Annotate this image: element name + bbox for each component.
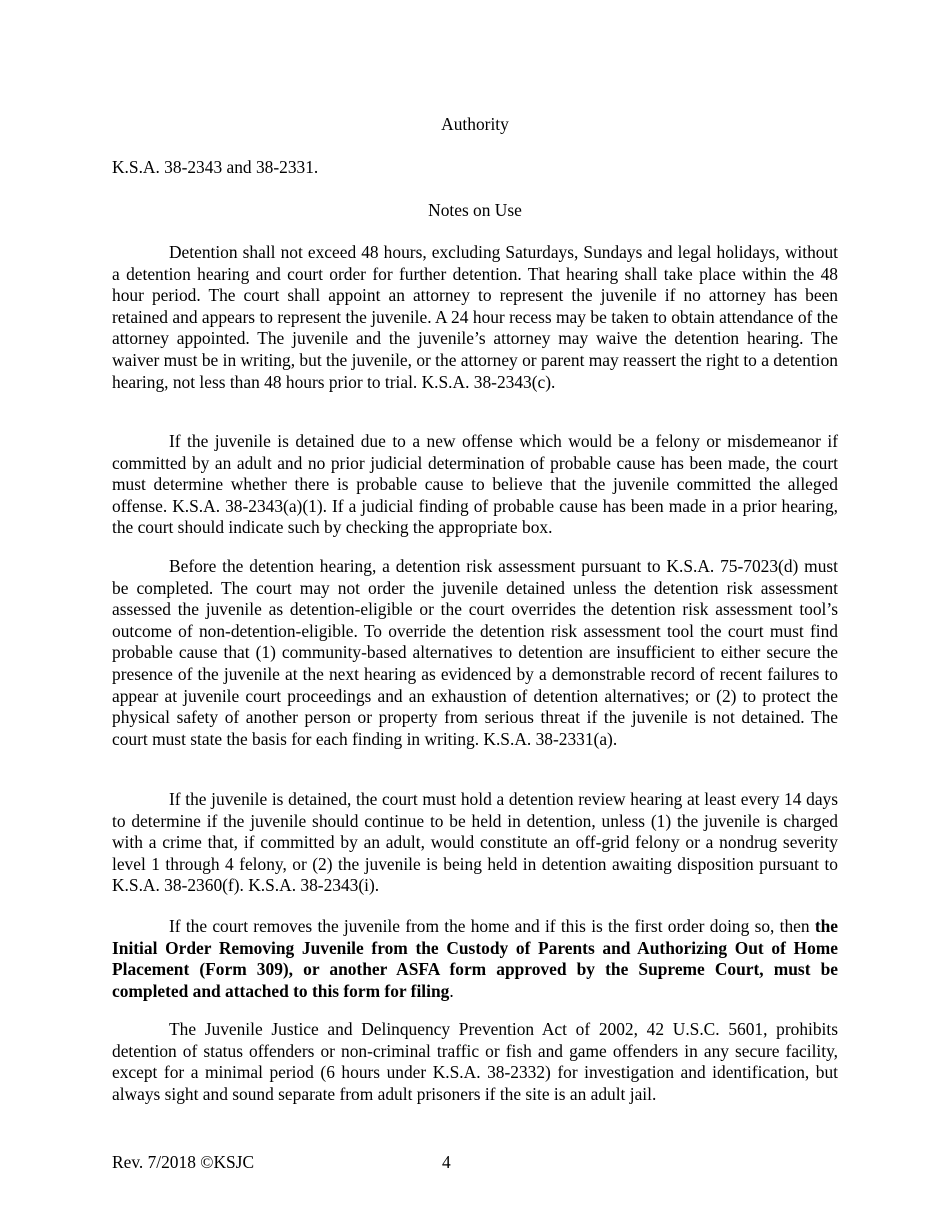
notes-paragraph-5 <box>112 916 838 1002</box>
notes-on-use-heading: Notes on Use <box>428 200 522 220</box>
footer-revision: Rev. 7/2018 ©KSJC <box>112 1152 255 1172</box>
form-309-requirement: the Initial Order Removing Juvenile from the Custody of Parents and Authorizing Out of Home Placement (Form 309), or another ASFA form approved by the Supreme Court, must be completed and attached to this form for filing <box>112 916 838 1001</box>
notes-paragraph-1: Detention shall not exceed 48 hours, excluding Saturdays, Sundays and legal holidays, without a detention hearing and court order for further detention. That hearing shall take place within the 48 hour period. The court shall appoint an attorney to represent the juvenile if no attorney has been retained and appears to represent the juvenile. A 24 hour recess may be taken to obtain attendance of the attorney appointed. The juvenile and the juvenile’s attorney may waive the detention hearing. The waiver must be in writing, but the juvenile, or the attorney or parent may reassert the right to a detention hearing, not less than 48 hours prior to trial. K.S.A. 38-2343(c). <box>112 242 838 392</box>
document-page <box>112 0 838 1230</box>
notes-paragraph-2: If the juvenile is detained due to a new offense which would be a felony or misdemeanor if committed by an adult and no prior judicial determination of probable cause has been made, the court must determine whether there is probable cause to believe that the juvenile committed the alleged offense. K.S.A. 38-2343(a)(1). If a judicial finding of probable cause has been made in a prior hearing, the court should indicate such by checking the appropriate box. <box>112 431 838 538</box>
page-number: 4 <box>442 1152 451 1172</box>
authority-citation: K.S.A. 38-2343 and 38-2331. <box>112 157 319 177</box>
authority-heading: Authority <box>441 114 509 134</box>
notes-paragraph-3: Before the detention hearing, a detention risk assessment pursuant to K.S.A. 75-7023(d) must be completed. The court may not order the juvenile detained unless the detention risk assessment assessed the juvenile as detention-eligible or the court overrides the detention risk assessment tool’s outcome of non-detention-eligible. To override the detention risk assessment tool the court must find probable cause that (1) community-based alternatives to detention are insufficient to either secure the presence of the juvenile at the next hearing as evidenced by a demonstrable record of recent failures to appear at juvenile court proceedings and an exhaustion of detention alternatives; or (2) to protect the physical safety of another person or property from serious threat if the juvenile is not detained. The court must state the basis for each finding in writing. K.S.A. 38-2331(a). <box>112 556 838 749</box>
paragraph-5-end: . <box>449 980 454 1001</box>
notes-paragraph-4: If the juvenile is detained, the court must hold a detention review hearing at least every 14 days to determine if the juvenile should continue to be held in detention, unless (1) the juvenile is charged with a crime that, if committed by an adult, would constitute an off-grid felony or a nondrug severity level 1 through 4 felony, or (2) the juvenile is being held in detention awaiting disposition pursuant to K.S.A. 38-2360(f). K.S.A. 38-2343(i). <box>112 789 838 896</box>
notes-paragraph-6: The Juvenile Justice and Delinquency Prevention Act of 2002, 42 U.S.C. 5601, prohibits detention of status offenders or non-criminal traffic or fish and game offenders in any secure facility, except for a minimal period (6 hours under K.S.A. 38-2332) for investigation and identification, but always sight and sound separate from adult prisoners if the site is an adult jail. <box>112 1019 838 1104</box>
paragraph-5-intro: If the court removes the juvenile from the home and if this is the first order doing so, then <box>169 916 815 936</box>
